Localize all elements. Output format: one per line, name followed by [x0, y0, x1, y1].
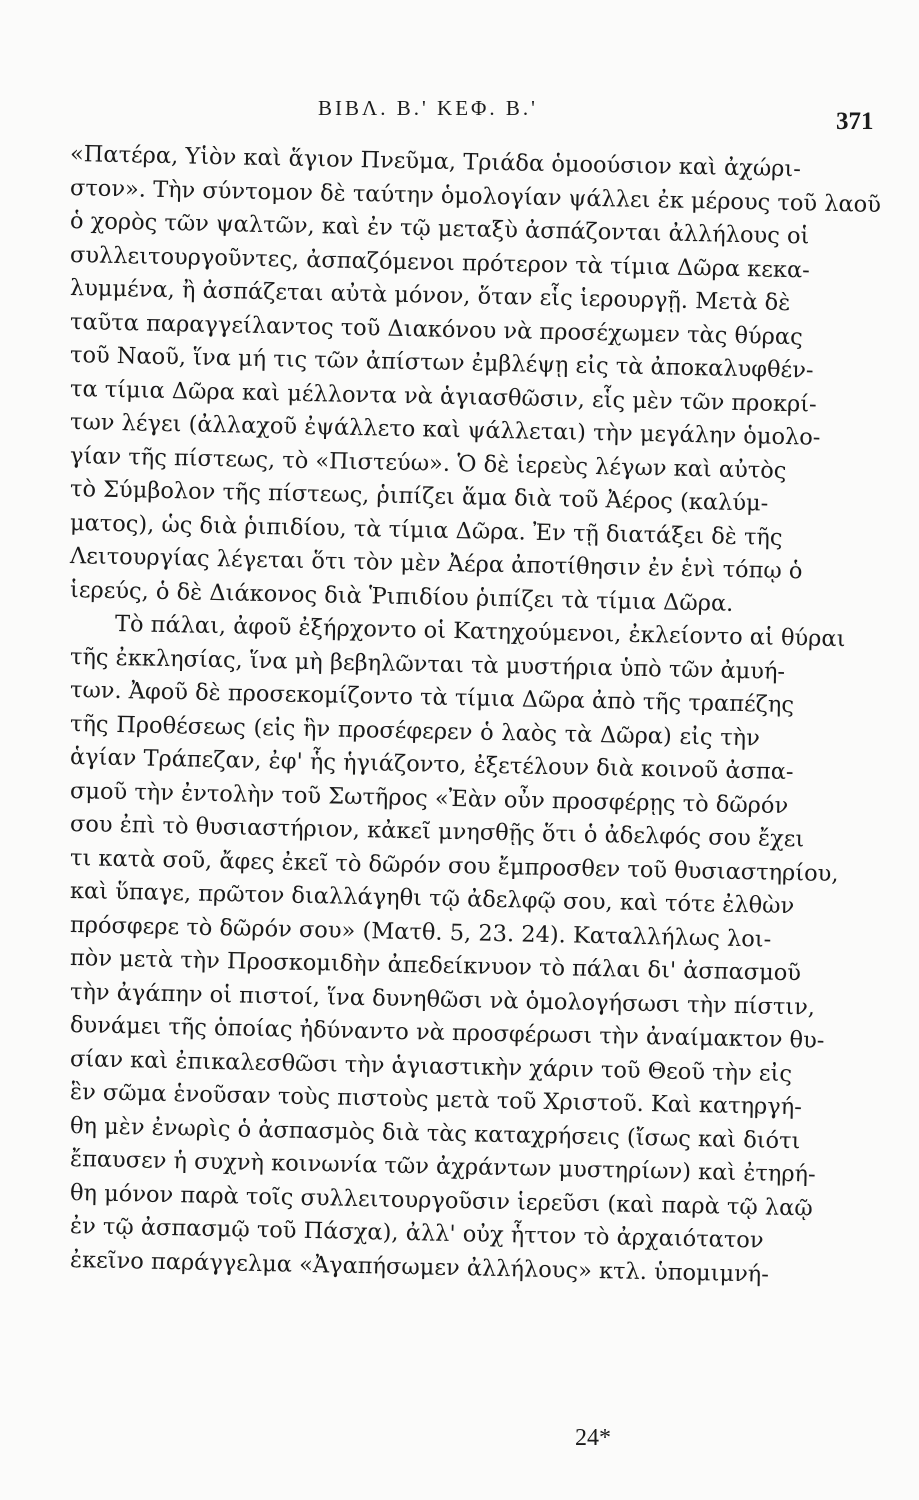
text-line: ἔπαυσεν ἡ συχνὴ κοινωνία τῶν ἀχράντων μυστηρίων) καὶ ἐτηρή-	[69, 1146, 816, 1188]
text-line: ταῦτα παραγγείλαντος τοῦ Διακόνου νὰ προσέχωμεν τὰς θύρας	[69, 308, 803, 350]
text-line: «Πατέρα, Υἱὸν καὶ ἅγιον Πνεῦμα, Τριάδα ὁμοούσιον καὶ ἀχώρι-	[69, 141, 802, 183]
text-line: σμοῦ τὴν ἐντολὴν τοῦ Σωτῆρος «Ἐὰν οὖν προσφέρῃς τὸ δῶρόν	[69, 777, 789, 819]
signature-mark: 24*	[575, 1425, 611, 1451]
text-line: Λειτουργίας λέγεται ὅτι τὸν μὲν Ἀέρα ἀποτίθησιν ἐν ἑνὶ τόπῳ ὁ	[69, 543, 803, 585]
text-line: καὶ ὕπαγε, πρῶτον διαλλάγηθι τῷ ἀδελφῷ σου, καὶ τότε ἐλθὼν	[69, 878, 795, 920]
text-line: τα τίμια Δῶρα καὶ μέλλοντα νὰ ἁγιασθῶσιν, εἷς μὲν τῶν προκρί-	[69, 375, 817, 418]
text-line: τοῦ Ναοῦ, ἵνα μή τις τῶν ἀπίστων ἐμβλέψῃ εἰς τὰ ἀποκαλυφθέν-	[69, 342, 814, 384]
paragraph-start-line: Τὸ πάλαι, ἀφοῦ ἐξήρχοντο οἱ Κατηχούμενοι, ἐκλείοντο αἱ θύραι	[114, 610, 846, 653]
text-line: των λέγει (ἀλλαχοῦ ἐψάλλετο καὶ ψάλλεται) τὴν μεγάλην ὁμολο-	[69, 409, 821, 451]
text-line: ἐκεῖνο παράγγελμα «Ἀγαπήσωμεν ἀλλήλους» κτλ. ὑπομιμνή-	[69, 1246, 770, 1288]
text-line: των. Ἀφοῦ δὲ προσεκομίζοντο τὰ τίμια Δῶρα ἀπὸ τῆς τραπέζης	[69, 677, 795, 719]
text-line: λυμμένα, ἢ ἀσπάζεται αὐτὰ μόνον, ὅταν εἷς ἱερουργῇ. Μετὰ δὲ	[69, 275, 791, 317]
text-line: θη μὲν ἐνωρὶς ὁ ἀσπασμὸς διὰ τὰς καταχρήσεις (ἴσως καὶ διότι	[69, 1112, 801, 1154]
text-line: συλλειτουργοῦντες, ἀσπαζόμενοι πρότερον τὰ τίμια Δῶρα κεκα-	[69, 241, 811, 283]
text-line: τῆς ἐκκλησίας, ἵνα μὴ βεβηλῶνται τὰ μυστήρια ὑπὸ τῶν ἀμυή-	[69, 643, 786, 685]
text-line: θη μόνον παρὰ τοῖς συλλειτουργοῦσιν ἱερεῦσι (καὶ παρὰ τῷ λαῷ	[69, 1179, 813, 1222]
text-line: τῆς Προθέσεως (εἰς ἣν προσέφερεν ὁ λαὸς τὰ Δῶρα) εἰς τὴν	[69, 710, 761, 751]
text-line: στον». Τὴν σύντομον δὲ ταύτην ὁμολογίαν ψάλλει ἐκ μέρους τοῦ λαοῦ	[69, 174, 882, 218]
text-line: τὸ Σύμβολον τῆς πίστεως, ῥιπίζει ἅμα διὰ τοῦ Ἀέρος (καλύμ-	[69, 476, 769, 517]
text-line: πὸν μετὰ τὴν Προσκομιδὴν ἀπεδείκνυον τὸ πάλαι δι' ἀσπασμοῦ	[69, 945, 802, 987]
running-head: ΒΙΒΛ. Β.' ΚΕΦ. Β.'	[318, 96, 538, 120]
page-number: 371	[836, 108, 874, 135]
text-line: τὴν ἀγάπην οἱ πιστοί, ἵνα δυνηθῶσι νὰ ὁμολογήσωσι τὴν πίστιν,	[69, 978, 816, 1021]
text-line: ἁγίαν Τράπεζαν, ἐφ' ἧς ἡγιάζοντο, ἐξετέλουν διὰ κοινοῦ ἀσπα-	[69, 744, 794, 786]
text-line: τι κατὰ σοῦ, ἄφες ἐκεῖ τὸ δῶρόν σου ἔμπροσθεν τοῦ θυσιαστηρίου,	[69, 844, 839, 887]
text-line: γίαν τῆς πίστεως, τὸ «Πιστεύω». Ὁ δὲ ἱερεὺς λέγων καὶ αὐτὸς	[69, 442, 787, 484]
text-line: ἱερεύς, ὁ δὲ Διάκονος διὰ Ῥιπιδίου ῥιπίζει τὰ τίμια Δῶρα.	[69, 576, 734, 617]
text-line: σου ἐπὶ τὸ θυσιαστήριον, κἀκεῖ μνησθῇς ὅτι ὁ ἀδελφός σου ἔχει	[69, 811, 805, 853]
text-line: ἓν σῶμα ἑνοῦσαν τοὺς πιστοὺς μετὰ τοῦ Χριστοῦ. Καὶ κατηργή-	[69, 1079, 803, 1121]
text-line: πρόσφερε τὸ δῶρόν σου» (Ματθ. 5, 23. 24). Καταλλήλως λοι-	[69, 911, 772, 953]
body-text	[69, 138, 882, 1288]
text-line: ἐν τῷ ἀσπασμῷ τοῦ Πάσχα), ἀλλ' οὐχ ἧττον τὸ ἀρχαιότατον	[69, 1213, 764, 1254]
text-line: ὁ χορὸς τῶν ψαλτῶν, καὶ ἐν τῷ μεταξὺ ἀσπάζονται ἀλλήλους οἱ	[69, 208, 810, 250]
text-line: ματος), ὡς διὰ ῥιπιδίου, τὰ τίμια Δῶρα. Ἐν τῇ διατάξει δὲ τῆς	[69, 509, 783, 551]
text-line: σίαν καὶ ἐπικαλεσθῶσι τὴν ἁγιαστικὴν χάριν τοῦ Θεοῦ τὴν εἰς	[69, 1045, 793, 1087]
text-line: δυνάμει τῆς ὁποίας ἠδύναντο νὰ προσφέρωσι τὴν ἀναίμακτον θυ-	[69, 1012, 825, 1054]
